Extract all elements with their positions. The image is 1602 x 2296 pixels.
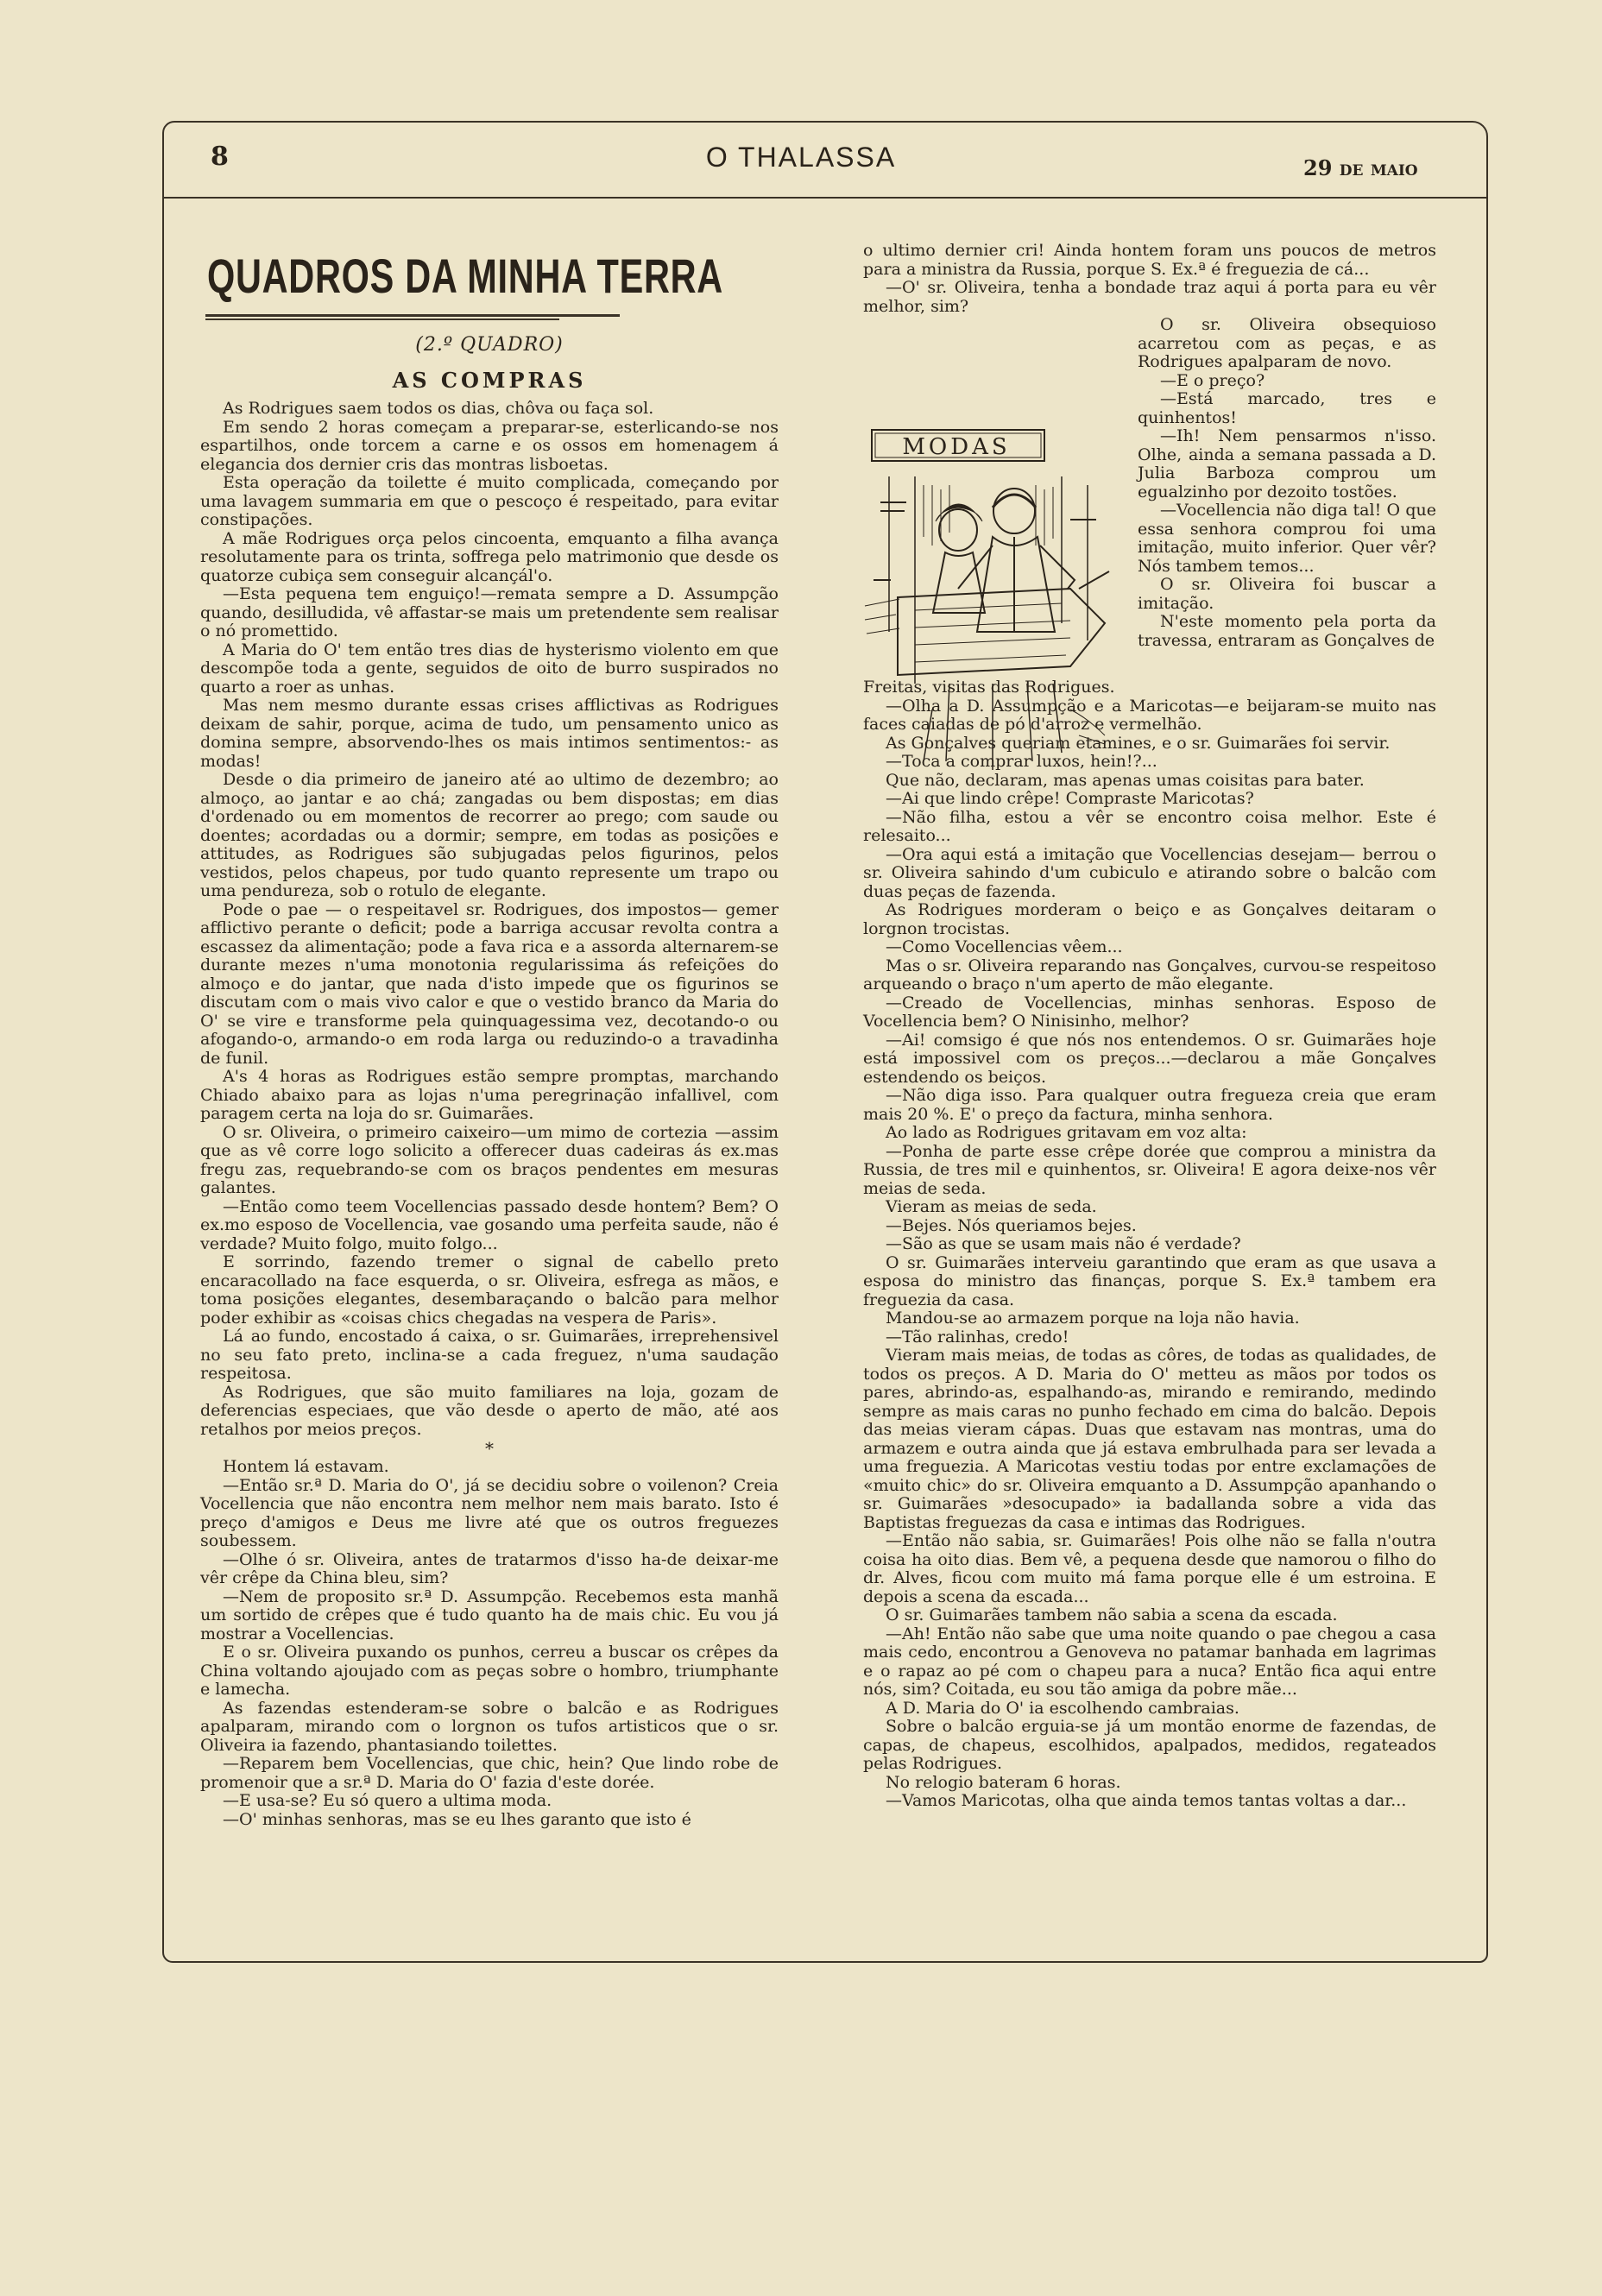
paragraph: —Esta pequena tem enguiço!—remata sempre a D. Assumpção quando, desilludida, vê affastar-se mais um pretendente sem realisar o nó promettido. xyxy=(200,584,779,640)
paragraph: O sr. Oliveira, o primeiro caixeiro—um mimo de cortezia —assim que as vê corre logo solicito a offerecer duas cadeiras ás ex.mas fregu zas, requebrando-se com os braços pendentes em mesuras galantes. xyxy=(200,1122,779,1197)
paragraph: Freitas, visitas das Rodrigues. xyxy=(863,678,1115,697)
paragraph: Esta operação da toilette é muito complicada, começando por uma lavagem summaria em que o pescoço é respeitado, para evitar constipações. xyxy=(200,473,779,529)
shop-illustration xyxy=(863,425,1122,779)
figure-woman-body xyxy=(933,552,985,613)
paragraph: O sr. Guimarães tambem não sabia a scena da escada. xyxy=(886,1605,1338,1624)
paragraph: —O' minhas senhoras, mas se eu lhes garanto que isto é xyxy=(223,1809,691,1829)
paragraph: As fazendas estenderam-se sobre o balcão e as Rodrigues apalparam, mirando com o lorgnon os tufos artisticos que o sr. Oliveira ia fazendo, phantasiando toilettes. xyxy=(200,1698,779,1755)
paragraph: —Olha a D. Assumpção e a Maricotas—e beijaram-se muito nas faces caiadas de pó d'arroz e vermelhão. xyxy=(863,696,1436,734)
paragraph: O sr. Oliveira obsequioso acarretou com as peças, e as Rodrigues apalparam de novo. xyxy=(1138,315,1436,371)
paragraph: —Como Vocellencias vêem... xyxy=(886,937,1123,956)
paragraph: A D. Maria do O' ia escolhendo cambraias. xyxy=(886,1698,1239,1718)
header-rule xyxy=(162,197,1486,199)
paragraph: Sobre o balcão erguia-se já um montão enorme de fazendas, de capas, de chapeus, escolhidos, apalpados, medidos, regateados pelas Rodrigues. xyxy=(863,1717,1436,1773)
paragraph: As Rodrigues morderam o beiço e as Gonçalves deitaram o lorgnon trocistas. xyxy=(863,900,1436,938)
paragraph: —Nem de proposito sr.ª D. Assumpção. Recebemos esta manhã um sortido de crêpes que é tudo quanto ha de mais chic. Eu vou já mostrar a Vocellencias. xyxy=(200,1586,779,1643)
paragraph: A's 4 horas as Rodrigues estão sempre promptas, marchando Chiado abaixo para as lojas n'uma peregrinação infallivel, com paragem certa na loja do sr. Guimarães. xyxy=(200,1067,779,1123)
paragraph: Hontem lá estavam. xyxy=(223,1457,389,1476)
paragraph: As Rodrigues saem todos os dias, chôva ou faça sol. xyxy=(223,399,654,418)
illustration-label: MODAS xyxy=(902,434,1011,460)
paragraph: —Ai que lindo crêpe! Compraste Maricotas? xyxy=(886,789,1254,808)
paragraph: E o sr. Oliveira puxando os punhos, cerreu a buscar os crêpes da China voltando ajoujado com as peças sobre o hombro, triumphante e lamecha. xyxy=(200,1643,779,1699)
paragraph: —Então como teem Vocellencias passado desde hontem? Bem? O ex.mo esposo de Vocellencia, vae gosando uma perfeita saude, não é verdade? Muito folgo, muito folgo... xyxy=(200,1196,779,1253)
issue-date-day: 29 xyxy=(1303,155,1333,180)
paragraph: —E o preço? xyxy=(1160,370,1265,390)
paragraph: —E usa-se? Eu só quero a ultima moda. xyxy=(223,1791,552,1810)
newspaper-title: O THALASSA xyxy=(705,142,897,173)
paragraph: As Rodrigues, que são muito familiares na loja, gozam de deferencias especiaes, que vão desde o aperto de mão, até aos retalhos por meios preços. xyxy=(200,1382,779,1439)
figure-woman-head xyxy=(939,509,977,551)
paragraph: Desde o dia primeiro de janeiro até ao ultimo de dezembro; ao almoço, ao jantar e ao chá; zangadas ou bem dispostas; em dias d'ordenado ou em momentos de recorrer ao prego; com saude ou doentes; acordadas ou a dormir; sempre, em todas as posições e attitudes, as Rodrigues são subjugadas pelos figurinos, pelos vestidos, pelos chapeus, por tudo quanto represente um trapo ou uma pendureza, sob o rotulo de elegante. xyxy=(200,770,779,900)
page-number: 8 xyxy=(211,142,229,172)
paragraph: Em sendo 2 horas começam a preparar-se, esterlicando-se nos espartilhos, onde torcem a carne e os ossos em homenagem á elegancia dos dernier cris das montras lisboetas. xyxy=(200,417,779,474)
right-top-text xyxy=(863,242,1436,316)
article-subtitle: (2.º QUADRO) xyxy=(415,334,564,356)
paragraph: —Ora aqui está a imitação que Vocellencias desejam— berrou o sr. Oliveira sahindo d'um cubiculo e atirando sobre o balcão com duas peças de fazenda. xyxy=(863,844,1436,901)
paragraph: —Bejes. Nós queriamos bejes. xyxy=(886,1215,1137,1235)
right-below-text xyxy=(863,678,1436,1811)
paragraph: N'este momento pela porta da travessa, entraram as Gonçalves de xyxy=(1138,612,1436,650)
paragraph: —Toca a comprar luxos, hein!?... xyxy=(886,752,1157,771)
right-column xyxy=(863,242,1436,1811)
paragraph: —Não diga isso. Para qualquer outra fregueza creia que eram mais 20 %. E' o preço da factura, minha senhora. xyxy=(863,1086,1436,1124)
paragraph: Pode o pae — o respeitavel sr. Rodrigues, dos impostos— gemer afflictivo perante o deficit; pode a barriga accusar revolta contra a escassez da alimentação; pode a fava rica e a assorda alternarem-se durante mezes n'uma monotonia regularissima ás refeições do almoço e do jantar, que nada d'isto impede que os figurinos se discutam com o mais vivo calor e que o vestido branco da Maria do O' se vire e transforme pela quinquagessima vez, decotando-o ou afogando-o, armando-o em roda larga ou reduzindo-o a travadinha de funil. xyxy=(200,899,779,1068)
right-beside-figure-text xyxy=(1138,316,1436,650)
paragraph: —Então sr.ª D. Maria do O', já se decidiu sobre o voilenon? Creia Vocellencia que não encontra nem melhor nem mais barato. Isto é preço d'amigos e Deus me livre até que os outros freguezes soubessem. xyxy=(200,1475,779,1550)
paragraph: E sorrindo, fazendo tremer o signal de cabello preto encaracollado na face esquerda, o sr. Oliveira, esfrega as mãos, e toma posições elegantes, desembaraçando o balcão para melhor poder exhibir as «coisas chics chegadas na vespera de Paris». xyxy=(200,1252,779,1328)
paragraph: * xyxy=(485,1438,494,1459)
paragraph: —Ponha de parte esse crêpe dorée que comprou a ministra da Russia, de tres mil e quinhentos, sr. Oliveira! E agora deixe-nos vêr meias de seda. xyxy=(863,1141,1436,1198)
paragraph: Ao lado as Rodrigues gritavam em voz alta: xyxy=(886,1123,1247,1142)
left-body-text xyxy=(200,400,779,1829)
paragraph: —Olhe ó sr. Oliveira, antes de tratarmos d'isso ha-de deixar-me vêr crêpe da China bleu, sim? xyxy=(200,1549,779,1587)
paragraph: Que não, declaram, mas apenas umas coisitas para bater. xyxy=(886,770,1365,790)
paragraph: —Não filha, estou a vêr se encontro coisa melhor. Este é relesaito... xyxy=(863,807,1436,845)
paragraph: Mandou-se ao armazem porque na loja não havia. xyxy=(886,1309,1300,1328)
paragraph: O sr. Guimarães interveiu garantindo que eram as que usava a esposa do ministro das finanças, porque S. Ex.ª tambem era freguezia da casa. xyxy=(863,1252,1436,1309)
paragraph: —Vamos Maricotas, olha que ainda temos tantas voltas a dar... xyxy=(886,1791,1407,1810)
paragraph: Vieram as meias de seda. xyxy=(886,1197,1097,1216)
illustration-block xyxy=(863,316,1436,678)
paragraph: —Ih! Nem pensarmos n'isso. Olhe, ainda a semana passada a D. Julia Barboza comprou um egualzinho por dezoito tostões. xyxy=(1138,426,1436,501)
article-headline: QUADROS DA MINHA TERRA xyxy=(207,249,723,303)
paragraph: No relogio bateram 6 horas. xyxy=(886,1772,1121,1792)
paragraph: —Ai! comsigo é que nós nos entendemos. O sr. Guimarães hoje está impossivel com os preços...—declarou a mãe Gonçalves estendendo os beiços. xyxy=(863,1030,1436,1087)
headline-rule-bottom xyxy=(205,319,559,320)
paragraph: —Ah! Então não sabe que uma noite quando o pae chegou a casa mais cedo, encontrou a Genoveva no patamar banhada em lagrimas e o rapaz ao pé com o chapeu para a nuca? Então fica aqui entre nós, sim? Coitada, eu sou tão amiga da pobre mãe... xyxy=(863,1624,1436,1699)
paragraph: A Maria do O' tem então tres dias de hysterismo violento em que descompõe toda a gente, seguidos de oito de burro suspirados no quarto a roer as unhas. xyxy=(200,640,779,697)
paragraph: —São as que se usam mais não é verdade? xyxy=(886,1234,1241,1253)
paragraph: —Reparem bem Vocellencias, que chic, hein? Que lindo robe de promenoir que a sr.ª D. Maria do O' fazia d'este dorée. xyxy=(200,1754,779,1792)
paragraph: Vieram mais meias, de todas as côres, de todas as qualidades, de todos os preços. A D. Maria do O' metteu as mãos por todos os pares, abrindo-as, espalhando-as, mirando e remirando, medindo sempre as mais caras no punho fechado em cima do balcão. Depois das meias vieram cápas. Duas que estavam nas montras, uma do armazem e outra ainda que já estava embrulhada para ser levada a uma freguezia. A Maricotas vestiu todas por entre exclamações de «muito chic» do sr. Oliveira emquanto a D. Assumpção apanhando o sr. Guimarães »desocupado» ia badallanda sobre a vida das Baptistas freguezas da casa e intimas das Rodrigues. xyxy=(863,1346,1436,1532)
paragraph: O sr. Oliveira foi buscar a imitação. xyxy=(1138,575,1436,613)
paragraph: —Vocellencia não diga tal! O que essa senhora comprou foi uma imitação, muito inferior. Quer vêr? Nós tambem temos... xyxy=(1138,501,1436,576)
paragraph: Mas nem mesmo durante essas crises afflictivas as Rodrigues deixam de sahir, porque, acima de tudo, um pensamento unico as domina sempre, absorvendo-lhes os mais intimos sentimentos:- as modas! xyxy=(200,696,779,771)
paragraph: A mãe Rodrigues orça pelos cincoenta, emquanto a filha avança resolutamente para os trinta, soffrega pelo matrimonio que desde os quatorze cubiça sem conseguir alcançál'o. xyxy=(200,528,779,585)
headline-rule-top xyxy=(205,314,620,317)
issue-date-month: MAIO xyxy=(1370,162,1418,180)
paragraph: —O' sr. Oliveira, tenha a bondade traz aqui á porta para eu vêr melhor, sim? xyxy=(863,278,1436,316)
paragraph: As Gonçalves queriam etamines, e o sr. Guimarães foi servir. xyxy=(886,733,1391,753)
paragraph: —Tão ralinhas, credo! xyxy=(886,1327,1069,1347)
paragraph: —Creado de Vocellencias, minhas senhoras. Esposo de Vocellencia bem? O Ninisinho, melhor? xyxy=(863,993,1436,1031)
section-title: AS COMPRAS xyxy=(392,368,587,393)
paragraph: —Então não sabia, sr. Guimarães! Pois olhe não se falla n'outra coisa ha oito dias. Bem vê, a pequena desde que namorou o filho do dr. Alves, ficou com muito má fama porque elle é um estroina. E depois a scena da escada... xyxy=(863,1531,1436,1606)
paragraph: Mas o sr. Oliveira reparando nas Gonçalves, curvou-se respeitoso arqueando o braço n'um aperto de mão elegante. xyxy=(863,956,1436,993)
paragraph: —Está marcado, tres e quinhentos! xyxy=(1138,389,1436,427)
issue-date xyxy=(1303,155,1418,180)
paragraph: Lá ao fundo, encostado á caixa, o sr. Guimarães, irreprehensivel no seu fato preto, inclina-se a cada freguez, n'uma saudação respeitosa. xyxy=(200,1327,779,1383)
left-column xyxy=(200,242,779,1829)
paragraph: o ultimo dernier cri! Ainda hontem foram uns poucos de metros para a ministra da Russia, porque S. Ex.ª é freguezia de cá... xyxy=(863,241,1436,279)
issue-date-de: DE xyxy=(1339,162,1364,180)
